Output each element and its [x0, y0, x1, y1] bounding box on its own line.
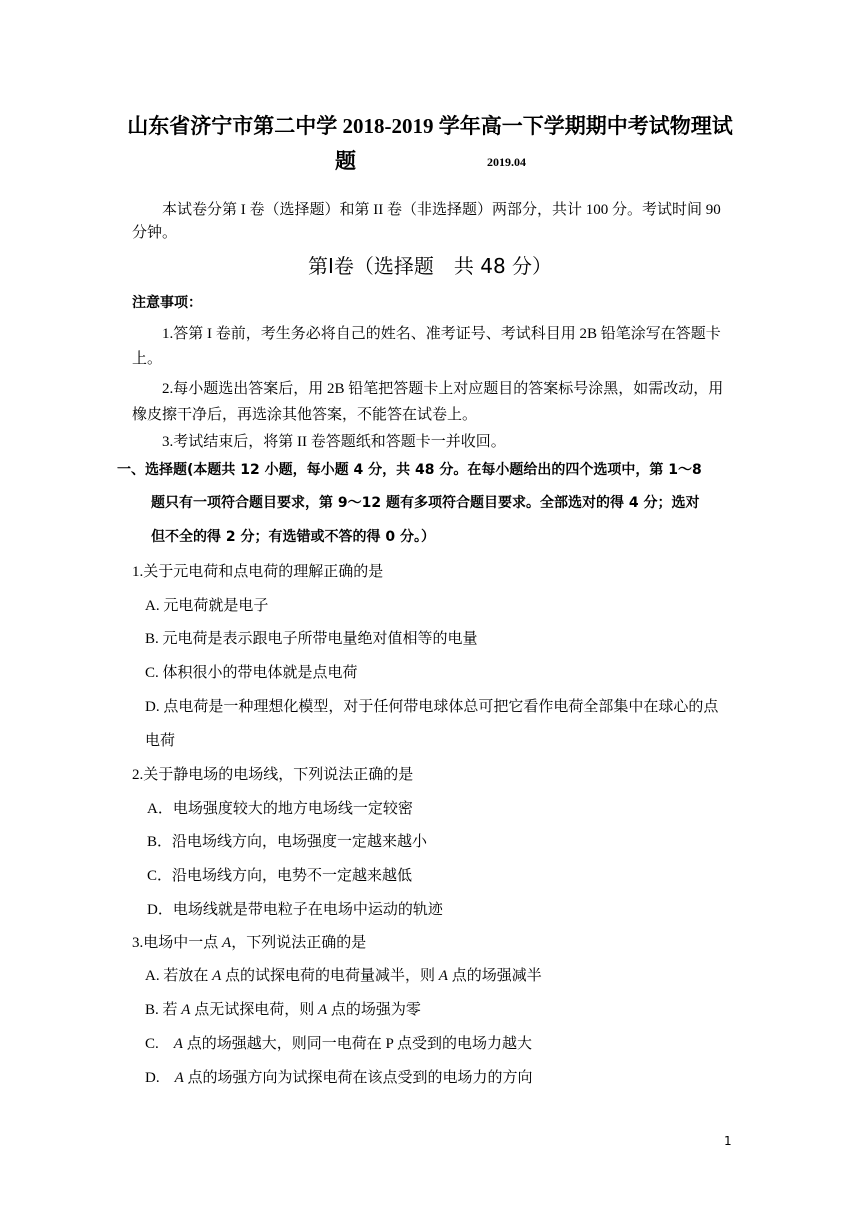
q3-c-post: 点的场强越大，则同一电荷在 P 点受到的电场力越大	[182, 1036, 532, 1052]
q2-option-d: D．电场线就是带电粒子在电场中运动的轨迹	[147, 902, 443, 918]
q3-c-var: A	[173, 1036, 183, 1052]
q3-a-var1: A	[212, 968, 222, 984]
q1-stem: 1.关于元电荷和点电荷的理解正确的是	[132, 564, 384, 580]
q3-c-pre: C.	[145, 1036, 174, 1052]
q2-option-c: C．沿电场线方向，电势不一定越来越低	[147, 868, 413, 884]
doc-title-line2: 题	[335, 149, 356, 173]
q2-stem: 2.关于静电场的电场线，下列说法正确的是	[132, 767, 414, 783]
q3-b-var2: A	[317, 1002, 328, 1018]
notice-2b: 橡皮擦干净后，再选涂其他答案，不能答在试卷上。	[132, 407, 478, 423]
notice-heading: 注意事项：	[132, 295, 202, 311]
q3-stem-var: A	[222, 935, 232, 951]
q1-option-a: A. 元电荷就是电子	[145, 598, 269, 614]
q3-stem	[132, 933, 366, 953]
q3-b-var1: A	[181, 1002, 191, 1018]
page-number: 1	[724, 1134, 732, 1148]
intro-line2: 分钟。	[132, 225, 178, 241]
q3-a-post: 点的场强减半	[447, 968, 542, 984]
q2-option-b: B．沿电场线方向，电场强度一定越来越小	[147, 834, 428, 850]
q3-stem-post: ，下列说法正确的是	[231, 935, 367, 951]
q3-stem-pre: 3.电场中一点	[132, 935, 223, 951]
notice-3: 3.考试结束后，将第 II 卷答题纸和答题卡一并收回。	[162, 434, 506, 450]
notice-1b: 上。	[132, 351, 163, 367]
q3-a-var2: A	[438, 968, 448, 984]
q2-option-a: A．电场强度较大的地方电场线一定较密	[147, 801, 413, 817]
q3-a-pre: A. 若放在	[145, 968, 213, 984]
q3-option-b	[145, 1000, 421, 1020]
doc-date: 2019.04	[487, 155, 526, 169]
q3-d-var: A	[174, 1070, 184, 1086]
q1-option-b: B. 元电荷是表示跟电子所带电量绝对值相等的电量	[145, 631, 478, 647]
part1-line3: 但不全的得 2 分；有选错或不答的得 0 分。）	[151, 529, 435, 545]
q3-b-pre: B. 若	[145, 1002, 182, 1018]
notice-2a: 2.每小题选出答案后，用 2B 铅笔把答题卡上对应题目的答案标号涂黑，如需改动，用	[162, 381, 724, 397]
q3-d-pre: D.	[145, 1070, 175, 1086]
q3-a-mid: 点的试探电荷的电荷量减半，则	[221, 968, 439, 984]
section-title: 第Ⅰ卷（选择题 共 48 分）	[307, 254, 553, 278]
doc-title-line1: 山东省济宁市第二中学 2018-2019 学年高一下学期期中考试物理试	[127, 114, 733, 138]
part1-line1: 一、选择题(本题共 12 小题，每小题 4 分，共 48 分。在每小题给出的四个选项中，第 1～8	[117, 462, 702, 478]
q1-option-d-line1: D. 点电荷是一种理想化模型，对于任何带电球体总可把它看作电荷全部集中在球心的点	[145, 699, 719, 715]
q3-d-post: 点的场强方向为试探电荷在该点受到的电场力的方向	[183, 1070, 533, 1086]
q3-option-d	[145, 1068, 533, 1088]
intro-line1: 本试卷分第 I 卷（选择题）和第 II 卷（非选择题）两部分，共计 100 分。考试时间 90	[162, 202, 721, 218]
q3-b-post: 点的场强为零	[327, 1002, 421, 1018]
q1-option-c: C. 体积很小的带电体就是点电荷	[145, 665, 358, 681]
q3-b-mid: 点无试探电荷，则	[190, 1002, 318, 1018]
q3-option-c	[145, 1034, 532, 1054]
q3-option-a	[145, 966, 542, 986]
notice-1a: 1.答第 I 卷前，考生务必将自己的姓名、准考证号、考试科目用 2B 铅笔涂写在答题卡	[162, 326, 721, 342]
part1-line2: 题只有一项符合题目要求，第 9～12 题有多项符合题目要求。全部选对的得 4 分；选对	[151, 495, 700, 511]
q1-option-d-line2: 电荷	[145, 733, 176, 749]
